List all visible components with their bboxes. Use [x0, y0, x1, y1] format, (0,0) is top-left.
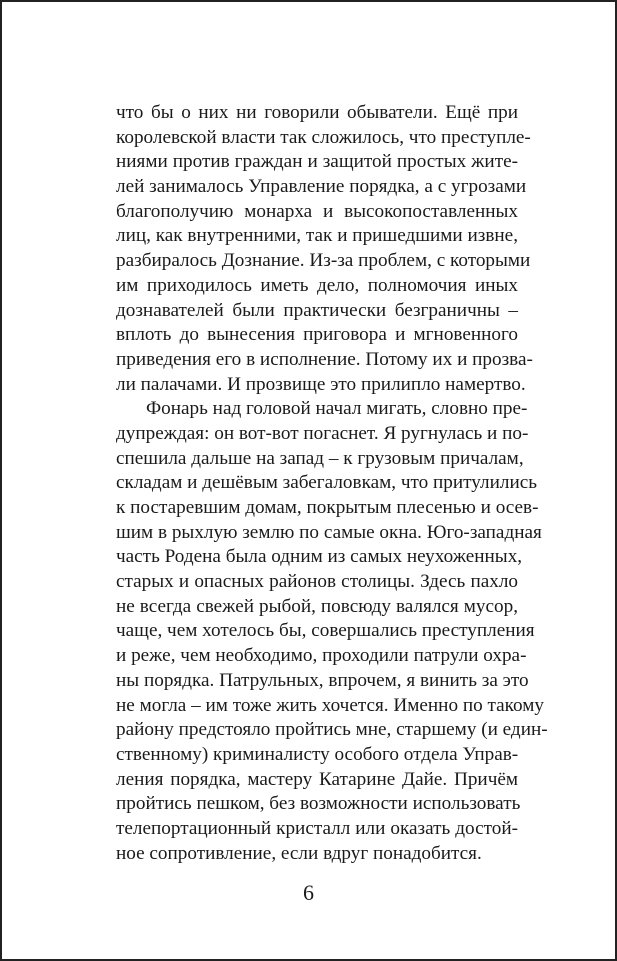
text-line: ниями против граждан и защитой простых жите-	[116, 151, 518, 173]
text-line: ны порядка. Патрульных, впрочем, я винить за это	[116, 669, 529, 691]
body-text	[116, 101, 548, 866]
text-line: телепортационный кристалл или оказать достой-	[116, 817, 518, 839]
page-number: 6	[303, 880, 314, 905]
text-line: королевской власти так сложилось, что преступле-	[116, 126, 531, 148]
text-line: часть Родена была одним из самых неухоженных,	[116, 546, 523, 568]
text-line: ли палачами. И прозвище это прилипло намертво.	[116, 373, 526, 395]
text-line: лиц, как внутренними, так и пришедшими извне,	[116, 225, 518, 247]
text-line: не всегда свежей рыбой, повсюду валялся мусор,	[116, 595, 518, 617]
text-line: к постаревшим домам, покрытым плесенью и осев-	[116, 497, 539, 518]
text-line: спешила дальше на запад – к грузовым причалам,	[116, 447, 524, 469]
text-line: вплоть до вынесения приговора и мгновенного	[116, 324, 518, 346]
text-line: и реже, чем необходимо, проходили патрули охра-	[116, 645, 527, 667]
text-line: дознавателей были практически безграничны –	[116, 299, 518, 321]
text-line: ственному) криминалисту особого отдела Управ-	[116, 743, 519, 765]
text-line: благополучию монарха и высокопоставленных	[116, 200, 518, 222]
paragraph	[116, 101, 533, 397]
text-line: что бы о них ни говорили обыватели. Ещё при	[116, 102, 518, 123]
text-line: ное сопротивление, если вдруг понадобится.	[116, 842, 482, 864]
text-line: разбиралось Дознание. Из-за проблем, с которыми	[116, 250, 531, 272]
text-line: приведения его в исполнение. Потому их и прозва-	[116, 348, 533, 370]
text-line: чаще, чем хотелось бы, совершались преступления	[116, 620, 535, 642]
text-line: Фонарь над головой начал мигать, словно пре-	[146, 398, 528, 420]
text-line: старых и опасных районов столицы. Здесь пахло	[116, 571, 518, 593]
text-line: не могла – им тоже жить хочется. Именно по такому	[116, 694, 544, 716]
text-line: пройтись пешком, без возможности использовать	[116, 793, 521, 815]
text-line: дупреждая: он вот-вот погаснет. Я ругнулась и по-	[116, 422, 529, 444]
text-line: ления порядка, мастеру Катарине Дайе. Причём	[116, 768, 518, 790]
text-line: складам и дешёвым забегаловкам, что притулились	[116, 472, 537, 494]
text-line: лей занималось Управление порядка, а с угрозами	[116, 176, 527, 198]
text-line: району предстояло пройтись мне, старшему (и един-	[116, 719, 548, 741]
text-line: им приходилось иметь дело, полномочия иных	[116, 274, 518, 296]
paragraph	[116, 397, 548, 866]
text-line: шим в рыхлую землю по самые окна. Юго-западная	[116, 521, 542, 543]
